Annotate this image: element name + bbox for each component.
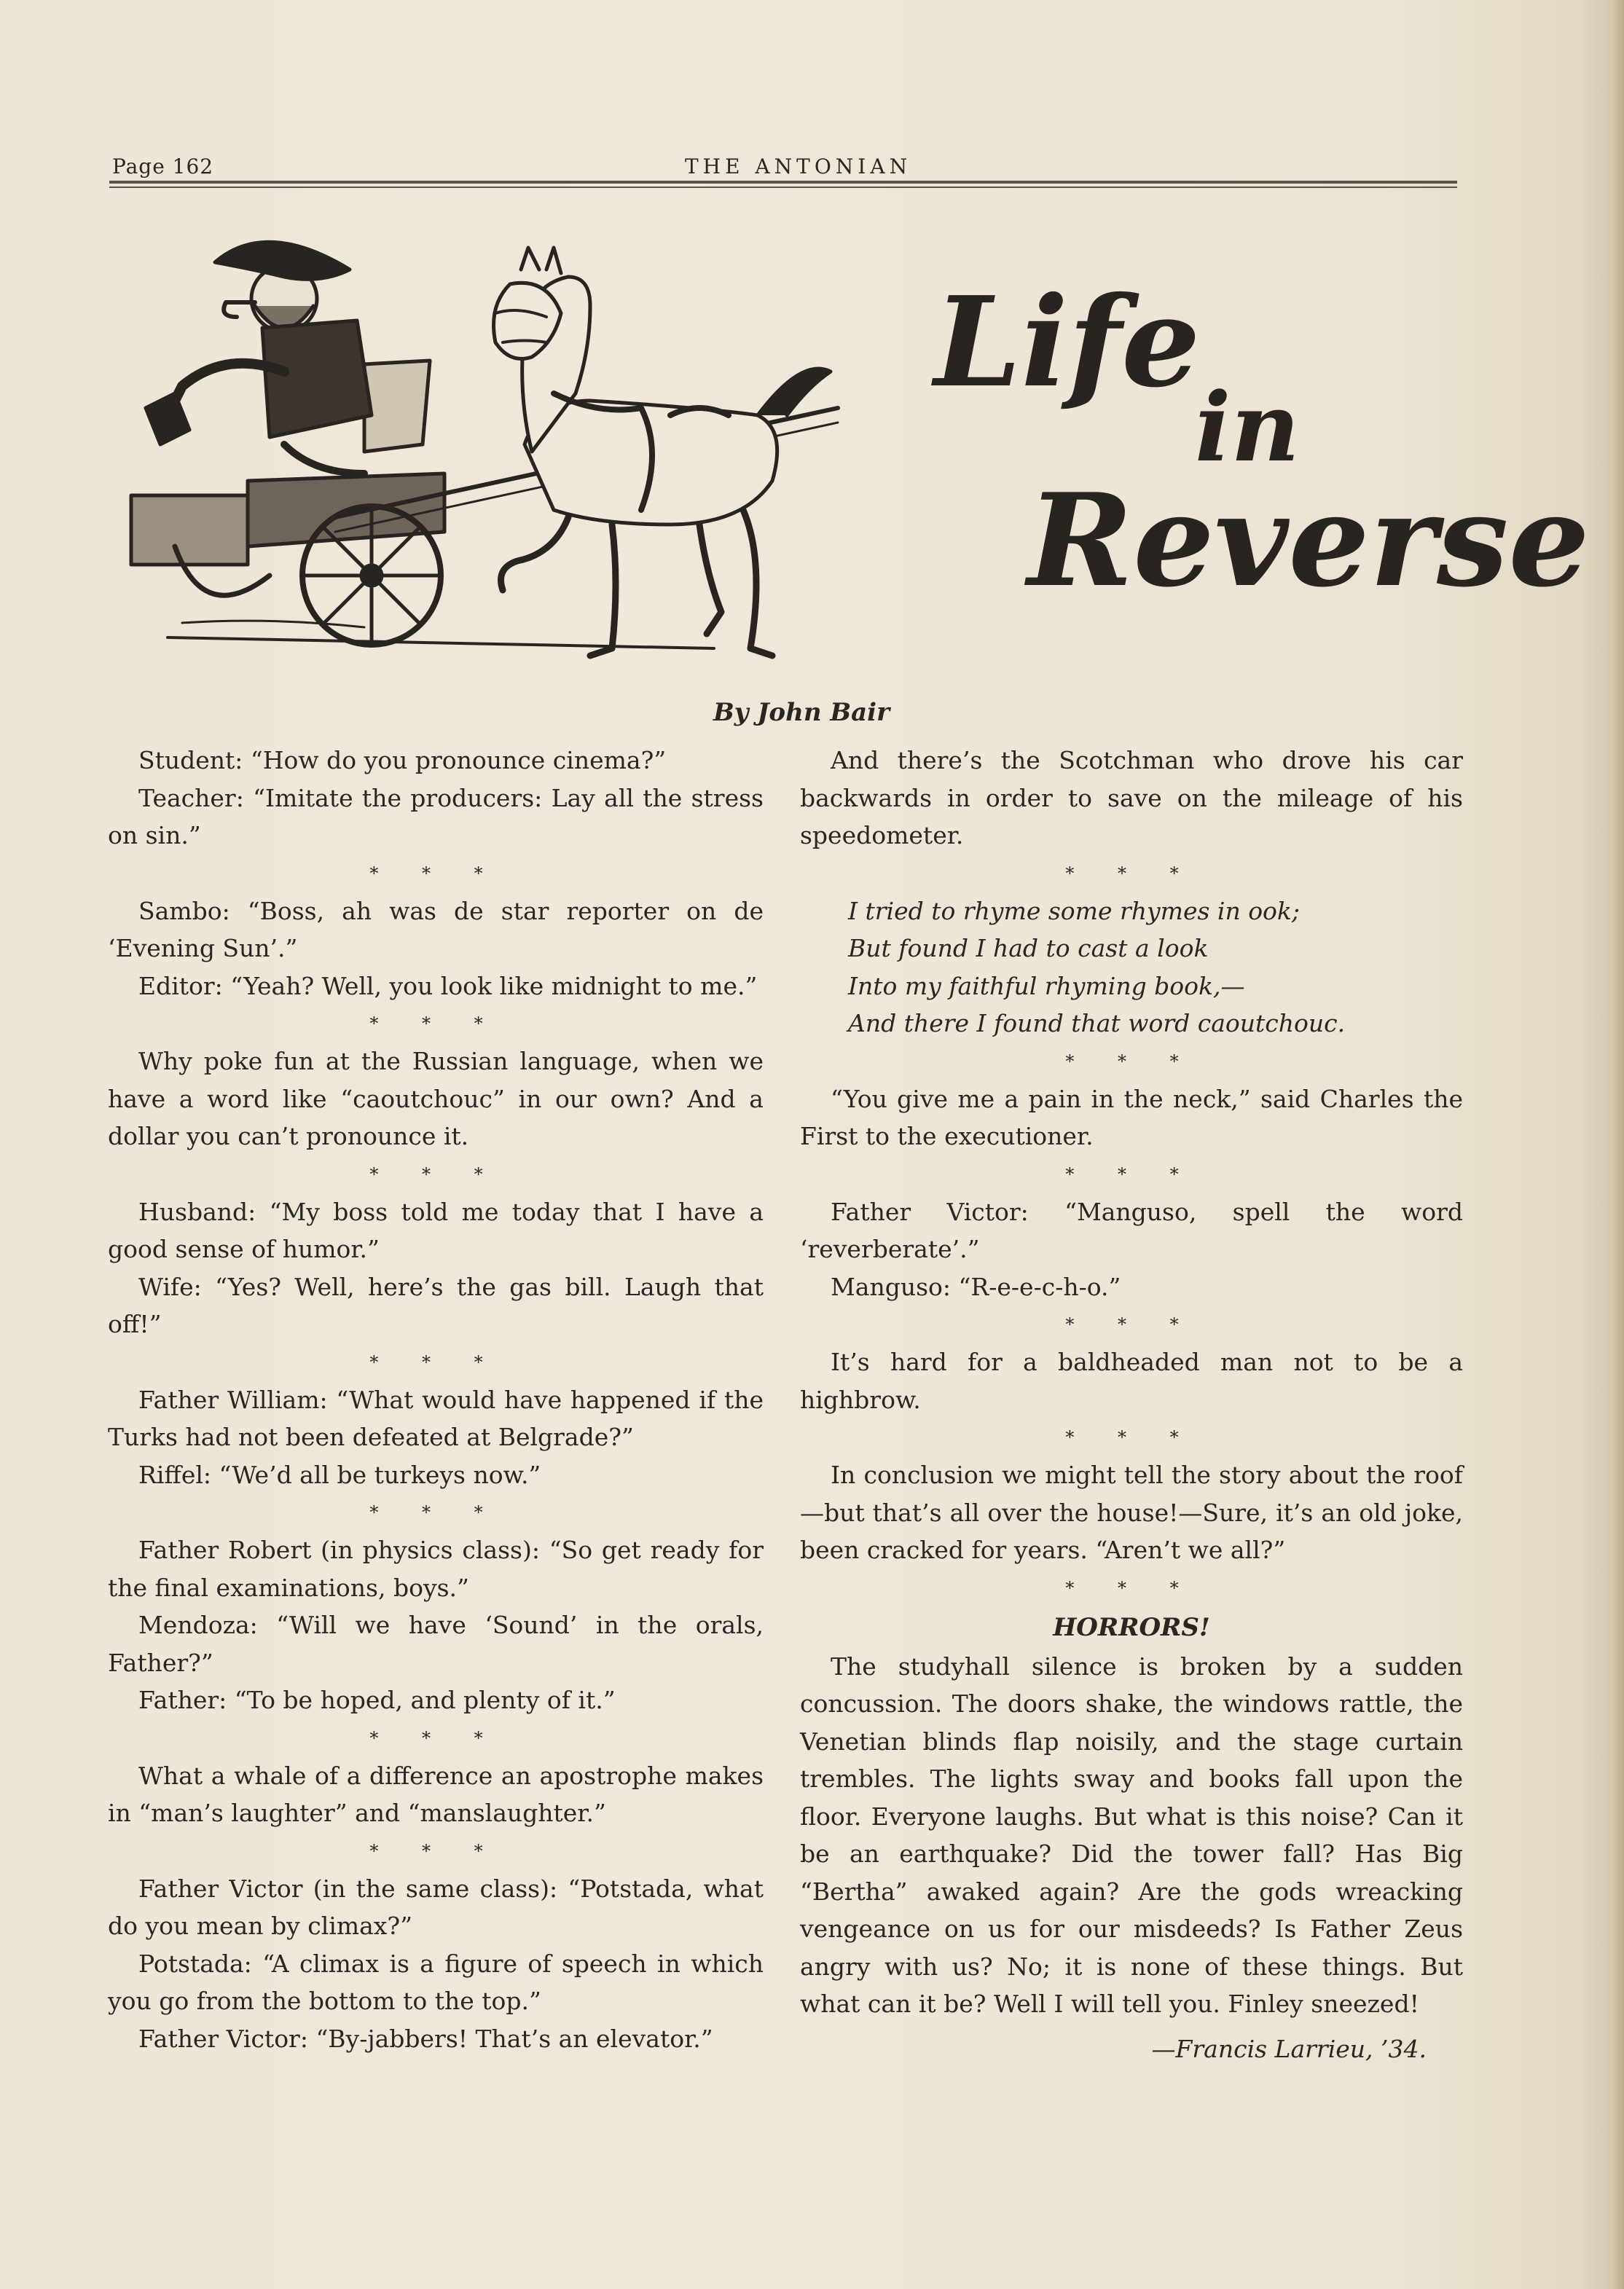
title-line-in: in xyxy=(1195,372,1300,483)
paragraph: Sambo: “Boss, ah was de star reporter on de ‘Evening Sun’.” xyxy=(108,896,764,962)
paragraph: Father William: “What would have happened if the Turks had not been defeated at Belgrade?” xyxy=(108,1385,764,1451)
section-separator: * * * xyxy=(369,1727,502,1748)
section-separator: * * * xyxy=(369,1351,502,1373)
paragraph: Father Victor (in the same class): “Potstada, what do you mean by climax?” xyxy=(108,1874,764,1940)
section-separator: * * * xyxy=(1065,1427,1198,1448)
paragraph: Husband: “My boss told me today that I have a good sense of humor.” xyxy=(108,1197,764,1263)
page-header xyxy=(109,152,1457,181)
paragraph: Student: “How do you pronounce cinema?” xyxy=(138,746,667,774)
paragraph: Father Victor: “By-jabbers! That’s an elevator.” xyxy=(138,2024,713,2053)
paragraph: Potstada: “A climax is a figure of speech in which you go from the bottom to the top.” xyxy=(108,1949,764,2015)
poem-line: But found I had to cast a look xyxy=(848,934,1209,962)
section-separator: * * * xyxy=(1065,1314,1198,1335)
left-column xyxy=(108,742,764,2057)
paragraph: Mendoza: “Will we have ‘Sound’ in the orals, Father?” xyxy=(108,1611,764,1677)
paragraph: Riffel: “We’d all be turkeys now.” xyxy=(138,1460,541,1489)
byline: By John Bair xyxy=(713,698,890,727)
paragraph: Why poke fun at the Russian language, when we have a word like “caoutchouc” in our own? And a dollar you can’t pronounce it. xyxy=(108,1047,764,1150)
publication-title: THE ANTONIAN xyxy=(685,154,912,178)
article-title xyxy=(925,270,1590,634)
paragraph: What a whale of a difference an apostrophe makes in “man’s laughter” and “manslaughter.” xyxy=(108,1761,764,1827)
section-separator: * * * xyxy=(1065,1577,1198,1598)
section-separator: * * * xyxy=(1065,863,1198,884)
poem-line: I tried to rhyme some rhymes in ook; xyxy=(848,896,1301,925)
title-line-reverse: Reverse xyxy=(1027,466,1590,616)
page-number: Page 162 xyxy=(112,154,214,178)
paragraph: And there’s the Scotchman who drove his car backwards in order to save on the mileage of his speedometer. xyxy=(800,746,1463,849)
paragraph: The studyhall silence is broken by a sudden concussion. The doors shake, the windows rattle, the Venetian blinds flap noisily, and the stage curtain trembles. The lights sway and books fall upon the floor. Everyone laughs. But what is this noise? Can it be an earthquake? Did the tower fall? Has Big “Bertha” awaked again? Are the gods wreacking vengeance on us for our misdeeds? Is Father Zeus angry with us? No; it is none of these things. But what can it be? Well I will tell you. Finley sneezed! xyxy=(800,1652,1463,2018)
paragraph: Manguso: “R-e-e-c-h-o.” xyxy=(831,1272,1121,1301)
paragraph: “You give me a pain in the neck,” said Charles the First to the executioner. xyxy=(800,1084,1463,1150)
section-separator: * * * xyxy=(369,1502,502,1523)
paragraph: Father Victor: “Manguso, spell the word ‘reverberate’.” xyxy=(800,1197,1463,1263)
page-edge xyxy=(1611,0,1624,2289)
poem-line: And there I found that word caoutchouc. xyxy=(848,1009,1346,1037)
paragraph: Teacher: “Imitate the producers: Lay all the stress on sin.” xyxy=(108,783,764,849)
horse-cart-illustration xyxy=(117,226,852,670)
paragraph: Wife: “Yes? Well, here’s the gas bill. Laugh that off!” xyxy=(108,1272,764,1338)
title-line-life: Life xyxy=(934,270,1201,415)
section-separator: * * * xyxy=(369,863,502,884)
paragraph: Father Robert (in physics class): “So get ready for the final examinations, boys.” xyxy=(108,1536,764,1602)
header-rule xyxy=(109,181,1457,184)
section-separator: * * * xyxy=(369,1163,502,1185)
poem xyxy=(800,892,1463,1043)
paragraph: Father: “To be hoped, and plenty of it.” xyxy=(138,1686,616,1714)
paragraph: It’s hard for a baldheaded man not to be a highbrow. xyxy=(800,1348,1463,1414)
section-separator: * * * xyxy=(1065,1051,1198,1072)
section-separator: * * * xyxy=(369,1013,502,1034)
section-separator: * * * xyxy=(1065,1163,1198,1185)
header-rule-thin xyxy=(109,187,1457,188)
paragraph: Editor: “Yeah? Well, you look like midnight to me.” xyxy=(138,971,758,1000)
author-signature: —Francis Larrieu, ’34. xyxy=(1151,2034,1427,2063)
section-heading: HORRORS! xyxy=(1053,1612,1210,1642)
paragraph: In conclusion we might tell the story about the roof—but that’s all over the house!—Sure, it’s an old joke, been cracked for years. “Aren’t we all?” xyxy=(800,1461,1463,1564)
poem-line: Into my faithful rhyming book,— xyxy=(848,971,1245,1000)
right-column xyxy=(800,742,1463,2068)
section-separator: * * * xyxy=(369,1840,502,1861)
